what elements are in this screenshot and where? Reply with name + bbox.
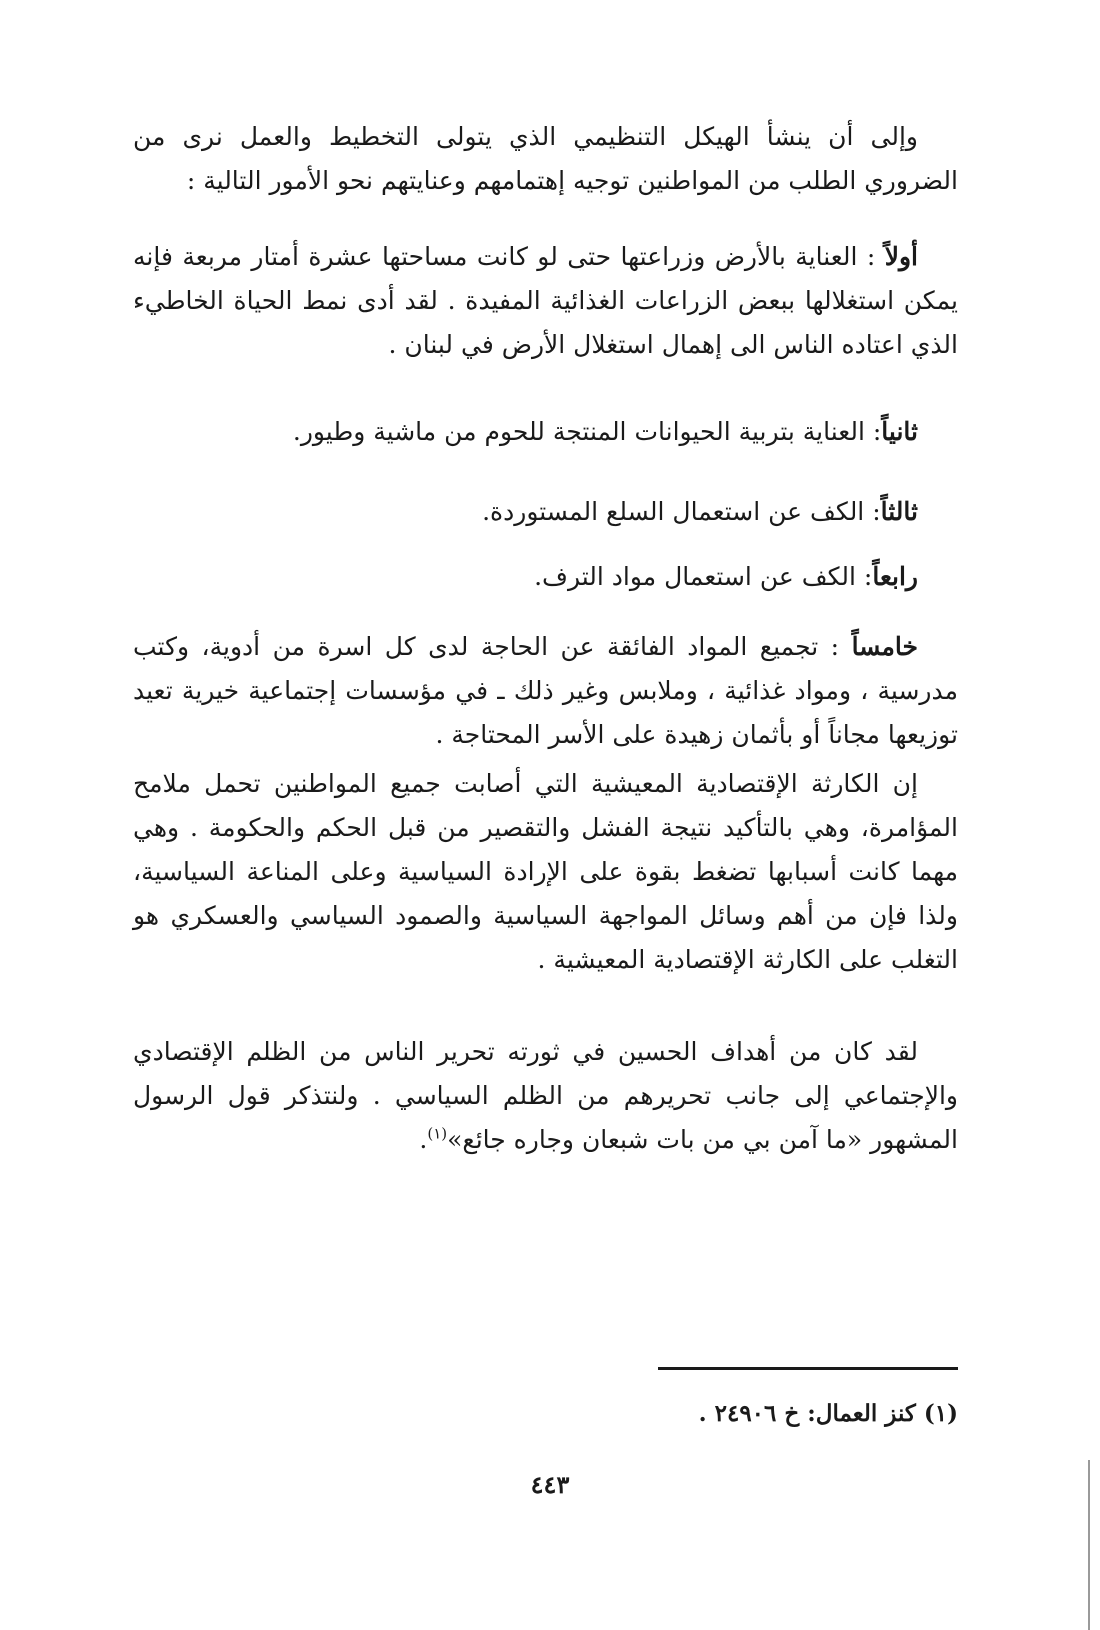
item-third-label: ثالثاً — [880, 497, 918, 526]
footnote-reference: (١) — [427, 1124, 448, 1143]
item-fifth — [133, 625, 958, 757]
item-second — [133, 410, 958, 454]
item-fifth-label: خامساً — [851, 632, 918, 661]
hussein-paragraph-end: . — [419, 1125, 428, 1154]
intro-paragraph: وإلى أن ينشأ الهيكل التنظيمي الذي يتولى التخطيط والعمل نرى من الضروري الطلب من المواطنين توجيه إهتمامهم وعنايتهم نحو الأمور التالية : — [133, 122, 958, 195]
scan-edge-line — [1088, 1460, 1090, 1630]
item-fifth-separator: : — [818, 632, 852, 661]
item-second-label: ثانياً — [881, 417, 918, 446]
footnote-divider — [658, 1367, 958, 1370]
item-third-text: الكف عن استعمال السلع المستوردة. — [482, 497, 865, 526]
hussein-paragraph — [133, 1030, 958, 1162]
item-fourth-text: الكف عن استعمال مواد الترف. — [534, 562, 856, 591]
item-second-separator: : — [864, 417, 882, 446]
hussein-paragraph-text: لقد كان من أهداف الحسين في ثورته تحرير الناس من الظلم الإقتصادي والإجتماعي إلى جانب تحريرهم من الظلم السياسي . ولنتذكر قول الرسول المشهور «ما آمن بي من بات شبعان وجاره جائع» — [133, 1037, 958, 1154]
item-second-text: العناية بتربية الحيوانات المنتجة للحوم من ماشية وطيور. — [292, 417, 865, 446]
item-third-separator: : — [864, 497, 881, 526]
item-fourth — [133, 555, 958, 599]
item-first-label: أولاً — [884, 242, 918, 271]
footnote-text: (١) كنز العمال: خ ٢٤٩٠٦ . — [698, 1400, 958, 1427]
item-first-separator: : — [857, 242, 885, 271]
item-fifth-text: تجميع المواد الفائقة عن الحاجة لدى كل اسرة من أدوية، وكتب مدرسية ، ومواد غذائية ، وملابس وغير ذلك ـ في مؤسسات إجتماعية خيرية تعيد توزيعها مجاناً أو بأثمان زهيدة على الأسر المحتاجة . — [133, 632, 958, 749]
crisis-paragraph: إن الكارثة الإقتصادية المعيشية التي أصابت جميع المواطنين تحمل ملامح المؤامرة، وهي بالتأكيد نتيجة الفشل والتقصير من قبل الحكم والحكومة . وهي مهما كانت أسبابها تضغط بقوة على الإرادة السياسية وعلى المناعة السياسية، ولذا فإن من أهم وسائل المواجهة السياسية والصمود السياسي والعسكري هو التغلب على الكارثة الإقتصادية المعيشية . — [133, 769, 958, 974]
page-number: ٤٤٣ — [530, 1470, 570, 1499]
item-first — [133, 235, 958, 367]
item-fourth-separator: : — [855, 562, 873, 591]
item-first-text: العناية بالأرض وزراعتها حتى لو كانت مساحتها عشرة أمتار مربعة فإنه يمكن استغلالها ببعض الزراعات الغذائية المفيدة . لقد أدى نمط الحياة الخاطيء الذي اعتاده الناس الى إهمال استغلال الأرض في لبنان . — [133, 242, 958, 359]
item-third — [133, 490, 958, 534]
item-fourth-label: رابعاً — [872, 562, 918, 591]
